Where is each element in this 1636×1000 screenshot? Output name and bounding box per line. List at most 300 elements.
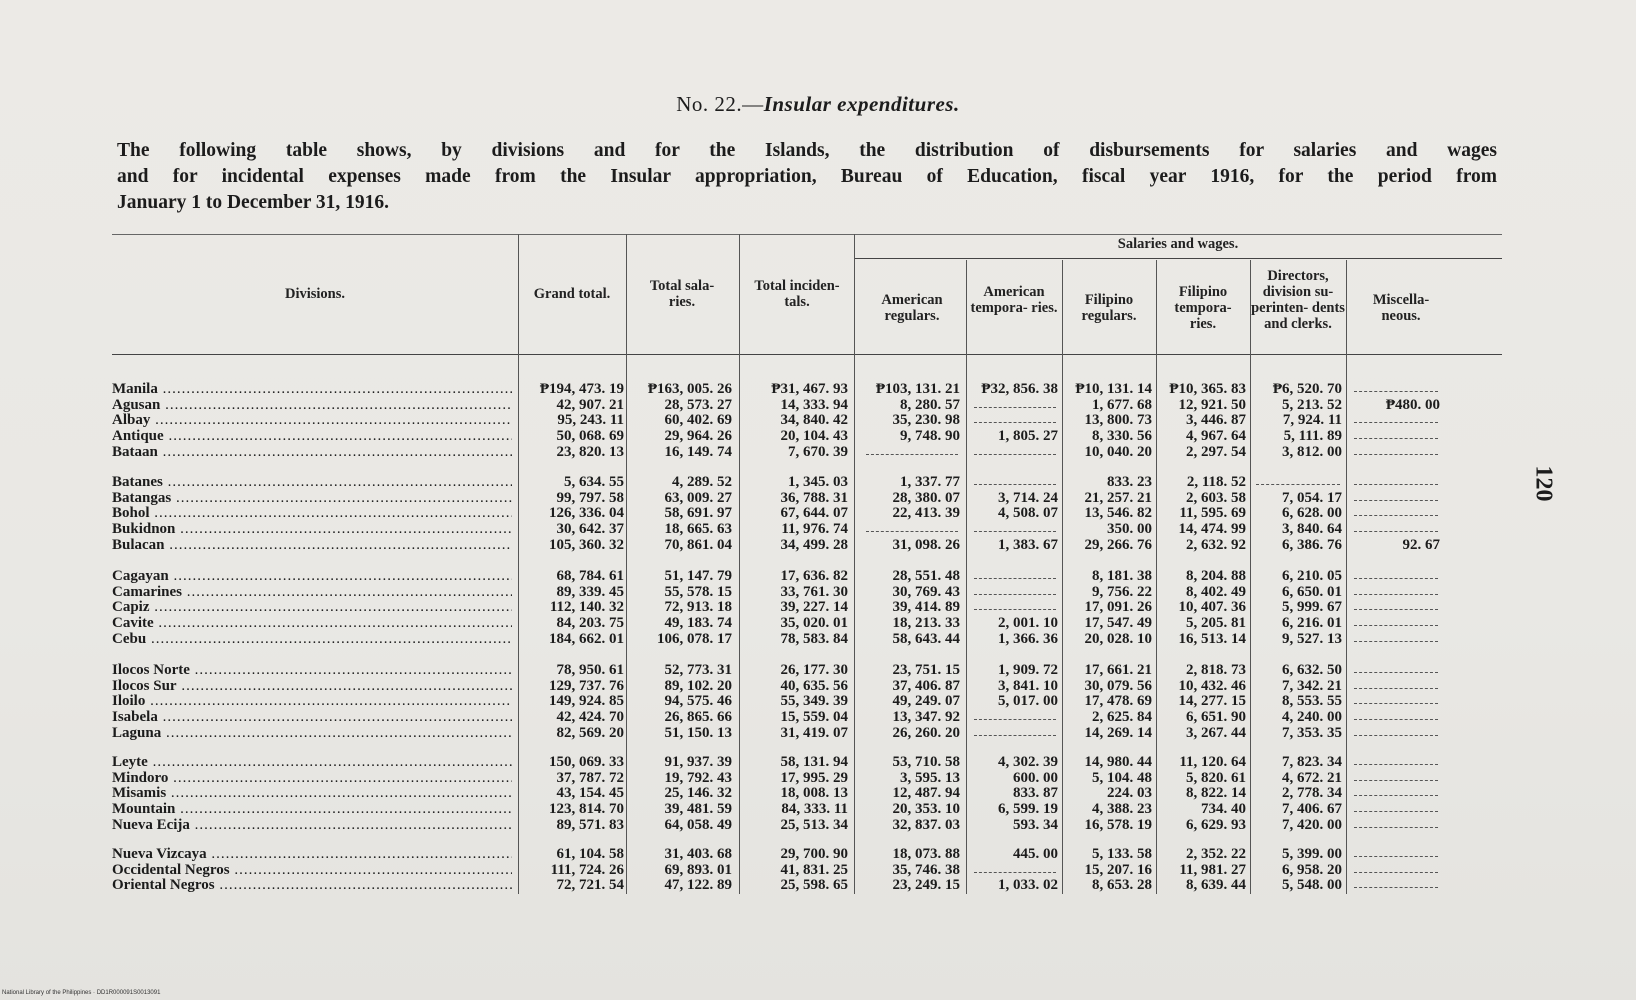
- table-cell: ₱103, 131. 21: [875, 381, 960, 397]
- empty-cell-leader: [1354, 688, 1438, 689]
- table-cell: 5, 999. 67: [1282, 599, 1342, 616]
- table-cell: 30, 079. 56: [1084, 677, 1152, 694]
- table-cell: 1, 033. 02: [998, 877, 1058, 894]
- empty-cell-leader: [974, 594, 1056, 595]
- empty-cell-leader: [1354, 672, 1438, 673]
- division-name: Bukidnon .....: [112, 521, 512, 538]
- table-cell: 58, 691. 97: [664, 505, 732, 522]
- table-row: [112, 381, 1502, 397]
- table-cell: 9, 527. 13: [1282, 630, 1342, 647]
- empty-cell-leader: [1354, 719, 1438, 720]
- table-cell: ₱31, 467. 93: [771, 381, 848, 397]
- empty-cell-leader: [1354, 811, 1438, 812]
- table-cell: 3, 840. 64: [1282, 521, 1342, 538]
- table-cell: 31, 098. 26: [892, 536, 960, 553]
- table-cell: 150, 069. 33: [549, 754, 624, 770]
- table-cell: 68, 784. 61: [556, 568, 624, 584]
- table-cell: 61, 104. 58: [556, 846, 624, 862]
- division-name: Bulacan .....: [112, 537, 512, 554]
- table-cell: 10, 432. 46: [1178, 677, 1246, 694]
- table-row: [112, 785, 1502, 801]
- table-cell: 51, 147. 79: [664, 568, 732, 584]
- table-cell: 18, 665. 63: [664, 521, 732, 538]
- table-cell: 13, 347. 92: [892, 709, 960, 726]
- empty-cell-leader: [1354, 531, 1438, 532]
- table-row: [112, 877, 1502, 893]
- table-cell: 20, 028. 10: [1084, 630, 1152, 647]
- table-cell: 29, 700. 90: [780, 846, 848, 862]
- table-cell: ₱194, 473. 19: [539, 381, 624, 397]
- table-cell: 40, 635. 56: [780, 677, 848, 694]
- table-cell: 51, 150. 13: [664, 724, 732, 741]
- salaries-group-rule: [854, 258, 1502, 259]
- table-cell: 1, 909. 72: [998, 662, 1058, 678]
- table-cell: 92. 67: [1402, 536, 1440, 553]
- table-cell: 2, 297. 54: [1186, 443, 1246, 460]
- table-cell: 26, 177. 30: [780, 662, 848, 678]
- table-cell: 8, 181. 38: [1092, 568, 1152, 584]
- title-prefix: No. 22.—: [676, 92, 764, 116]
- table-cell: 69, 893. 01: [664, 861, 732, 878]
- table-cell: 184, 662. 01: [549, 630, 624, 647]
- table-cell: 7, 406. 67: [1282, 801, 1342, 818]
- empty-cell-leader: [866, 454, 958, 455]
- table-cell: 36, 788. 31: [780, 489, 848, 506]
- table-cell: 11, 976. 74: [781, 521, 848, 538]
- table-cell: 17, 091. 26: [1084, 599, 1152, 616]
- empty-cell-leader: [974, 609, 1056, 610]
- table-cell: 129, 737. 76: [549, 677, 624, 694]
- table-cell: 7, 670. 39: [788, 443, 848, 460]
- table-cell: 5, 213. 52: [1282, 396, 1342, 413]
- table-cell: 37, 787. 72: [556, 769, 624, 786]
- division-name: Iloilo .....: [112, 693, 512, 710]
- table-cell: 3, 595. 13: [900, 769, 960, 786]
- table-cell: 2, 603. 58: [1186, 489, 1246, 506]
- table-cell: 5, 205. 81: [1186, 615, 1246, 632]
- division-name: Mountain .....: [112, 801, 512, 818]
- table-cell: 4, 388. 23: [1092, 801, 1152, 818]
- empty-cell-leader: [1256, 484, 1340, 485]
- table-cell: 32, 837. 03: [892, 816, 960, 833]
- table-row: [112, 693, 1502, 709]
- table-cell: ₱10, 365. 83: [1169, 381, 1246, 397]
- table-row: [112, 770, 1502, 786]
- table-cell: 35, 020. 01: [780, 615, 848, 632]
- table-cell: 6, 210. 05: [1282, 568, 1342, 584]
- table-cell: 112, 140. 32: [549, 599, 624, 616]
- table-cell: 84, 333. 11: [781, 801, 848, 818]
- table-cell: 14, 333. 94: [780, 396, 848, 413]
- table-row: [112, 817, 1502, 833]
- table-cell: 89, 102. 20: [664, 677, 732, 694]
- table-cell: 53, 710. 58: [892, 754, 960, 770]
- empty-cell-leader: [974, 719, 1056, 720]
- table-cell: 1, 366. 36: [998, 630, 1058, 647]
- empty-cell-leader: [974, 454, 1056, 455]
- table-cell: 25, 146. 32: [664, 785, 732, 802]
- empty-cell-leader: [974, 422, 1056, 423]
- table-cell: 6, 599. 19: [998, 801, 1058, 818]
- table-cell: 6, 629. 93: [1186, 816, 1246, 833]
- table-cell: 4, 672. 21: [1282, 769, 1342, 786]
- division-name: Batangas .....: [112, 490, 512, 507]
- division-name: Mindoro .....: [112, 770, 512, 787]
- table-top-rule: [112, 234, 1502, 235]
- table-cell: 8, 280. 57: [900, 396, 960, 413]
- table-cell: 833. 23: [1107, 474, 1152, 490]
- division-name: Manila .....: [112, 381, 512, 398]
- table-cell: 12, 921. 50: [1178, 396, 1246, 413]
- table-cell: 15, 207. 16: [1084, 861, 1152, 878]
- footer-credit: National Library of the Philippines · DD1R000091S0013091: [2, 990, 161, 996]
- table-cell: 50, 068. 69: [556, 428, 624, 445]
- table-cell: 6, 958. 20: [1282, 861, 1342, 878]
- table-cell: 42, 907. 21: [556, 396, 624, 413]
- table-cell: 17, 995. 29: [780, 769, 848, 786]
- table-cell: 34, 499. 28: [780, 536, 848, 553]
- table-cell: 4, 302. 39: [998, 754, 1058, 770]
- table-cell: ₱10, 131. 14: [1075, 381, 1152, 397]
- table-cell: 18, 073. 88: [892, 846, 960, 862]
- empty-cell-leader: [1354, 578, 1438, 579]
- header-bottom-rule: [112, 354, 1502, 355]
- empty-cell-leader: [1354, 484, 1438, 485]
- header-grand-total: Grand total.: [533, 286, 611, 302]
- header-total-incidentals: Total inciden- tals.: [754, 278, 840, 310]
- table-cell: 2, 352. 22: [1186, 846, 1246, 862]
- table-cell: 94, 575. 46: [664, 693, 732, 710]
- table-cell: 17, 547. 49: [1084, 615, 1152, 632]
- table-cell: 78, 583. 84: [780, 630, 848, 647]
- table-cell: 6, 632. 50: [1282, 662, 1342, 678]
- table-cell: 7, 353. 35: [1282, 724, 1342, 741]
- table-row: [112, 397, 1502, 413]
- table-cell: 8, 204. 88: [1186, 568, 1246, 584]
- table-cell: 2, 001. 10: [998, 615, 1058, 632]
- table-cell: 18, 213. 33: [892, 615, 960, 632]
- division-name: Antique .....: [112, 428, 512, 445]
- table-cell: 7, 054. 17: [1282, 489, 1342, 506]
- table-row: [112, 474, 1502, 490]
- empty-cell-leader: [1354, 422, 1438, 423]
- table-cell: 3, 841. 10: [998, 677, 1058, 694]
- division-name: Albay .....: [112, 412, 512, 429]
- table-cell: 1, 383. 67: [998, 536, 1058, 553]
- table-cell: 43, 154. 45: [556, 785, 624, 802]
- table-cell: ₱163, 005. 26: [647, 381, 732, 397]
- empty-cell-leader: [1354, 438, 1438, 439]
- table-cell: 29, 964. 26: [664, 428, 732, 445]
- table-row: [112, 801, 1502, 817]
- table-cell: 49, 183. 74: [664, 615, 732, 632]
- table-cell: 72, 721. 54: [556, 877, 624, 894]
- table-cell: 16, 578. 19: [1084, 816, 1152, 833]
- table-cell: 82, 569. 20: [556, 724, 624, 741]
- empty-cell-leader: [1354, 515, 1438, 516]
- table-cell: 5, 399. 00: [1282, 846, 1342, 862]
- division-name: Ilocos Sur .....: [112, 678, 512, 695]
- table-cell: ₱32, 856. 38: [981, 381, 1058, 397]
- empty-cell-leader: [974, 407, 1056, 408]
- table-cell: 8, 402. 49: [1186, 583, 1246, 600]
- table-cell: 1, 677. 68: [1092, 396, 1152, 413]
- table-cell: 7, 420. 00: [1282, 816, 1342, 833]
- table-cell: 5, 820. 61: [1186, 769, 1246, 786]
- empty-cell-leader: [1354, 780, 1438, 781]
- division-name: Cagayan .....: [112, 568, 512, 585]
- table-cell: 67, 644. 07: [780, 505, 848, 522]
- table-cell: 37, 406. 87: [892, 677, 960, 694]
- table-cell: 9, 756. 22: [1092, 583, 1152, 600]
- division-name: Occidental Negros .....: [112, 862, 512, 879]
- division-name: Laguna .....: [112, 725, 512, 742]
- table-cell: 47, 122. 89: [664, 877, 732, 894]
- title-italic: Insular expenditures.: [763, 92, 960, 116]
- empty-cell-leader: [1354, 391, 1438, 392]
- division-name: Isabela .....: [112, 709, 512, 726]
- table-cell: 4, 289. 52: [672, 474, 732, 490]
- table-cell: 25, 598. 65: [780, 877, 848, 894]
- table-cell: 49, 249. 07: [892, 693, 960, 710]
- table-row: [112, 521, 1502, 537]
- table-cell: 6, 216. 01: [1282, 615, 1342, 632]
- table-cell: 28, 551. 48: [892, 568, 960, 584]
- table-cell: 5, 104. 48: [1092, 769, 1152, 786]
- table-cell: 70, 861. 04: [664, 536, 732, 553]
- table-row: [112, 568, 1502, 584]
- table-cell: 2, 118. 52: [1186, 474, 1246, 490]
- table-cell: 149, 924. 85: [549, 693, 624, 710]
- table-cell: 89, 339. 45: [556, 583, 624, 600]
- division-name: Capiz .....: [112, 599, 512, 616]
- table-cell: 64, 058. 49: [664, 816, 732, 833]
- table-cell: 39, 414. 89: [892, 599, 960, 616]
- table-cell: 63, 009. 27: [664, 489, 732, 506]
- empty-cell-leader: [974, 872, 1056, 873]
- empty-cell-leader: [974, 484, 1056, 485]
- table-cell: 11, 595. 69: [1179, 505, 1246, 522]
- table-cell: 12, 487. 94: [892, 785, 960, 802]
- table-cell: 126, 336. 04: [549, 505, 624, 522]
- table-cell: 16, 513. 14: [1178, 630, 1246, 647]
- table-cell: 15, 559. 04: [780, 709, 848, 726]
- table-cell: 30, 642. 37: [556, 521, 624, 538]
- division-name: Nueva Ecija .....: [112, 817, 512, 834]
- table-row: [112, 754, 1502, 770]
- table-cell: 14, 277. 15: [1178, 693, 1246, 710]
- division-name: Cebu .....: [112, 631, 512, 648]
- table-cell: 55, 578. 15: [664, 583, 732, 600]
- empty-cell-leader: [1354, 795, 1438, 796]
- empty-cell-leader: [1354, 594, 1438, 595]
- table-cell: 4, 508. 07: [998, 505, 1058, 522]
- table-row: [112, 428, 1502, 444]
- empty-cell-leader: [974, 578, 1056, 579]
- table-cell: 34, 840. 42: [780, 412, 848, 429]
- table-cell: 20, 104. 43: [780, 428, 848, 445]
- empty-cell-leader: [1354, 856, 1438, 857]
- table-cell: 11, 120. 64: [1179, 754, 1246, 770]
- empty-cell-leader: [1354, 764, 1438, 765]
- empty-cell-leader: [1354, 454, 1438, 455]
- table-cell: 2, 625. 84: [1092, 709, 1152, 726]
- header-filipino-temporaries: Filipino tempora- ries.: [1174, 284, 1232, 332]
- table-cell: 18, 008. 13: [780, 785, 848, 802]
- table-cell: 23, 820. 13: [556, 443, 624, 460]
- header-filipino-regulars: Filipino regulars.: [1081, 292, 1137, 324]
- table-cell: 734. 40: [1201, 801, 1246, 818]
- header-total-salaries: Total sala- ries.: [649, 278, 715, 310]
- table-cell: 8, 330. 56: [1092, 428, 1152, 445]
- table-row: [112, 662, 1502, 678]
- table-cell: 6, 650. 01: [1282, 583, 1342, 600]
- table-cell: 8, 822. 14: [1186, 785, 1246, 802]
- table-cell: 105, 360. 32: [549, 536, 624, 553]
- empty-cell-leader: [974, 531, 1056, 532]
- table-cell: 10, 407. 36: [1178, 599, 1246, 616]
- table-cell: 123, 814. 70: [549, 801, 624, 818]
- table-cell: 3, 812. 00: [1282, 443, 1342, 460]
- table-cell: 6, 386. 76: [1282, 536, 1342, 553]
- table-cell: 5, 548. 00: [1282, 877, 1342, 894]
- table-cell: 35, 746. 38: [892, 861, 960, 878]
- table-row: [112, 862, 1502, 878]
- empty-cell-leader: [1354, 872, 1438, 873]
- table-cell: 30, 769. 43: [892, 583, 960, 600]
- empty-cell-leader: [1354, 735, 1438, 736]
- table-cell: 7, 823. 34: [1282, 754, 1342, 770]
- intro-line-3: January 1 to December 31, 1916.: [117, 192, 390, 213]
- table-cell: 89, 571. 83: [556, 816, 624, 833]
- division-name: Leyte .....: [112, 754, 512, 771]
- table-cell: 4, 967. 64: [1186, 428, 1246, 445]
- table-cell: 19, 792. 43: [664, 769, 732, 786]
- table-cell: 1, 345. 03: [788, 474, 848, 490]
- table-row: [112, 444, 1502, 460]
- table-cell: 52, 773. 31: [664, 662, 732, 678]
- table-cell: 23, 249. 15: [892, 877, 960, 894]
- empty-cell-leader: [866, 531, 958, 532]
- table-cell: 55, 349. 39: [780, 693, 848, 710]
- table-cell: 2, 778. 34: [1282, 785, 1342, 802]
- table-cell: 28, 380. 07: [892, 489, 960, 506]
- table-cell: 13, 800. 73: [1084, 412, 1152, 429]
- empty-cell-leader: [1354, 827, 1438, 828]
- header-directors: Directors, division su- perinten- dents and clerks.: [1251, 268, 1345, 332]
- table-cell: 8, 653. 28: [1092, 877, 1152, 894]
- table-row: [112, 505, 1502, 521]
- table-cell: 3, 267. 44: [1186, 724, 1246, 741]
- table-cell: 833. 87: [1013, 785, 1058, 802]
- table-cell: 35, 230. 98: [892, 412, 960, 429]
- expenditures-table: [112, 234, 1502, 934]
- division-name: Cavite .....: [112, 615, 512, 632]
- table-row: [112, 537, 1502, 553]
- table-row: [112, 490, 1502, 506]
- division-name: Oriental Negros .....: [112, 877, 512, 894]
- division-name: Camarines .....: [112, 584, 512, 601]
- table-cell: 39, 227. 14: [780, 599, 848, 616]
- table-cell: 8, 553. 55: [1282, 693, 1342, 710]
- table-cell: ₱6, 520. 70: [1272, 381, 1342, 397]
- table-cell: 8, 639. 44: [1186, 877, 1246, 894]
- table-cell: 14, 474. 99: [1178, 521, 1246, 538]
- empty-cell-leader: [1354, 609, 1438, 610]
- table-cell: 14, 980. 44: [1084, 754, 1152, 770]
- table-cell: 3, 714. 24: [998, 489, 1058, 506]
- table-cell: 42, 424. 70: [556, 709, 624, 726]
- empty-cell-leader: [1354, 500, 1438, 501]
- intro-line-1: The following table shows, by divisions and for the Islands, the distribution of disbursements for salaries and wages: [117, 140, 1497, 161]
- table-cell: 9, 748. 90: [900, 428, 960, 445]
- table-cell: 26, 260. 20: [892, 724, 960, 741]
- table-cell: 58, 131. 94: [780, 754, 848, 770]
- table-cell: 1, 337. 77: [900, 474, 960, 490]
- table-cell: 17, 478. 69: [1084, 693, 1152, 710]
- table-row: [112, 725, 1502, 741]
- division-name: Nueva Vizcaya .....: [112, 846, 512, 863]
- table-cell: 39, 481. 59: [664, 801, 732, 818]
- table-cell: 17, 661. 21: [1084, 662, 1152, 678]
- table-cell: 1, 805. 27: [998, 428, 1058, 445]
- table-cell: 111, 724. 26: [550, 861, 624, 878]
- table-cell: 22, 413. 39: [892, 505, 960, 522]
- table-cell: 600. 00: [1013, 769, 1058, 786]
- header-salaries-and-wages: Salaries and wages.: [1117, 236, 1239, 252]
- division-name: Bataan .....: [112, 444, 512, 461]
- table-cell: 4, 240. 00: [1282, 709, 1342, 726]
- table-cell: 7, 924. 11: [1282, 412, 1342, 429]
- header-american-regulars: American regulars.: [881, 292, 943, 324]
- table-cell: 41, 831. 25: [780, 861, 848, 878]
- empty-cell-leader: [974, 735, 1056, 736]
- table-cell: 84, 203. 75: [556, 615, 624, 632]
- header-american-temporaries: American tempora- ries.: [970, 284, 1058, 316]
- table-cell: 593. 34: [1013, 816, 1058, 833]
- table-cell: 26, 865. 66: [664, 709, 732, 726]
- table-cell: 3, 446. 87: [1186, 412, 1246, 429]
- division-name: Batanes .....: [112, 474, 512, 491]
- table-row: [112, 412, 1502, 428]
- table-cell: 7, 342. 21: [1282, 677, 1342, 694]
- empty-cell-leader: [1354, 625, 1438, 626]
- table-cell: 2, 818. 73: [1186, 662, 1246, 678]
- intro-line-2: and for incidental expenses made from the Insular appropriation, Bureau of Education, fiscal year 1916, for the period from: [117, 166, 1497, 187]
- table-cell: 445. 00: [1013, 846, 1058, 862]
- table-cell: 23, 751. 15: [892, 662, 960, 678]
- table-cell: 31, 419. 07: [780, 724, 848, 741]
- header-miscellaneous: Miscella- neous.: [1372, 292, 1430, 324]
- table-cell: 25, 513. 34: [780, 816, 848, 833]
- table-cell: 6, 651. 90: [1186, 709, 1246, 726]
- table-cell: 78, 950. 61: [556, 662, 624, 678]
- table-cell: 6, 628. 00: [1282, 505, 1342, 522]
- table-row: [112, 846, 1502, 862]
- table-cell: ₱480. 00: [1385, 396, 1440, 413]
- table-cell: 91, 937. 39: [664, 754, 732, 770]
- table-cell: 60, 402. 69: [664, 412, 732, 429]
- table-cell: 21, 257. 21: [1084, 489, 1152, 506]
- table-cell: 5, 111. 89: [1283, 428, 1342, 445]
- empty-cell-leader: [1354, 641, 1438, 642]
- table-row: [112, 615, 1502, 631]
- table-cell: 33, 761. 30: [780, 583, 848, 600]
- table-row: [112, 599, 1502, 615]
- page-title: [0, 92, 1636, 117]
- table-cell: 2, 632. 92: [1186, 536, 1246, 553]
- table-cell: 16, 149. 74: [664, 443, 732, 460]
